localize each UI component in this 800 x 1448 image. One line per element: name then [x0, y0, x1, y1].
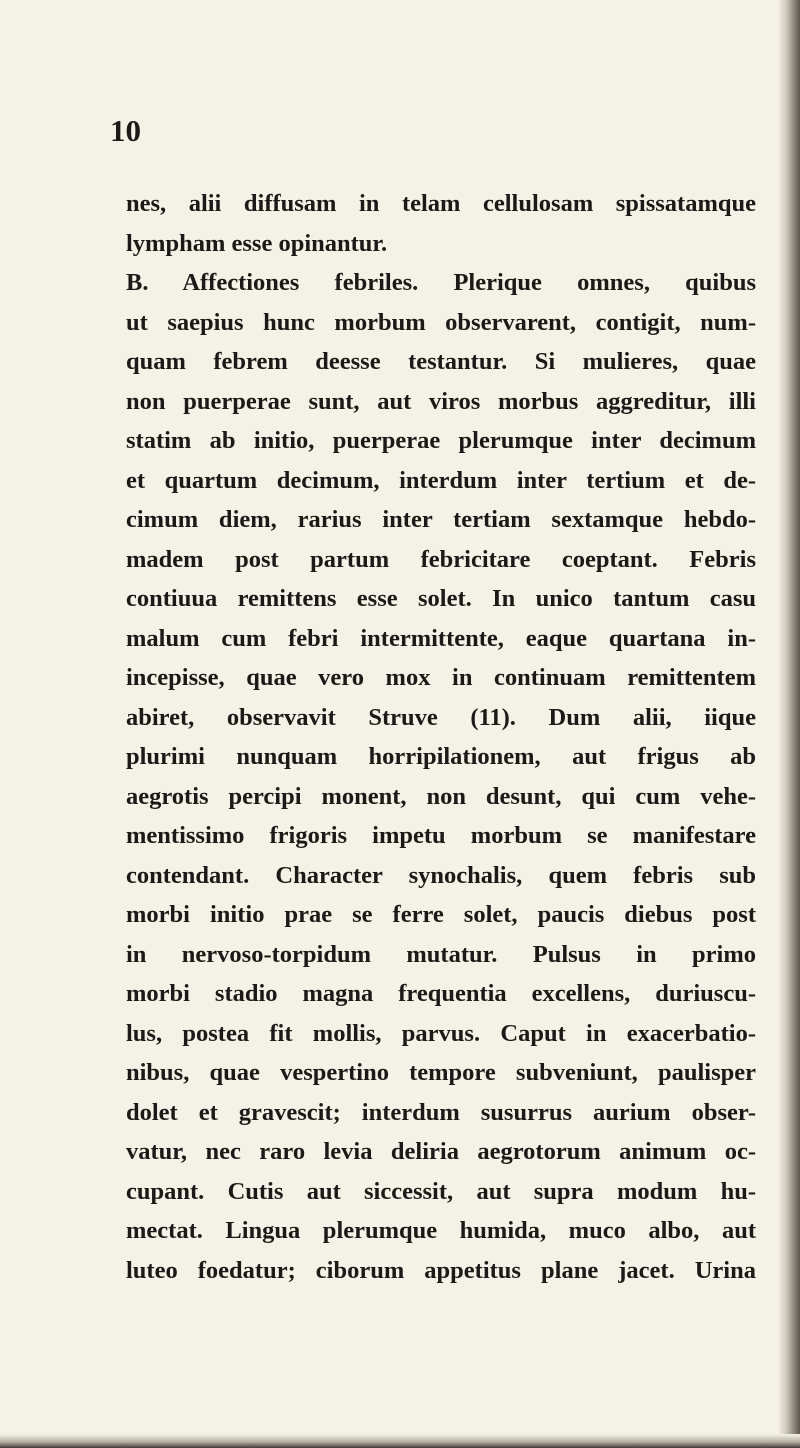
page-edge-shadow	[778, 0, 800, 1448]
text-line: vatur, nec raro levia deliria aegrotorum animum oc-	[126, 1138, 756, 1165]
text-line: luteo foedatur; ciborum appetitus plane jacet. Urina	[126, 1256, 756, 1284]
text-line: abiret, observavit Struve (11). Dum alii, iique	[126, 703, 756, 731]
text-line: dolet et gravescit; interdum susurrus aurium obser-	[126, 1098, 756, 1126]
body-text	[126, 184, 756, 1290]
text-line: quam febrem deesse testantur. Si mulieres, quae	[126, 348, 756, 375]
text-line: mentissimo frigoris impetu morbum se manifestare	[126, 822, 756, 849]
text-line: cimum diem, rarius inter tertiam sextamque hebdo-	[126, 506, 756, 533]
text-line: morbi initio prae se ferre solet, paucis diebus post	[126, 901, 756, 928]
text-line: contendant. Character synochalis, quem febris sub	[126, 861, 756, 889]
text-line: incepisse, quae vero mox in continuam remittentem	[126, 664, 756, 691]
text-line: ut saepius hunc morbum observarent, contigit, num-	[126, 308, 756, 336]
text-line: B. Affectiones febriles. Plerique omnes, quibus	[126, 269, 756, 296]
text-line: in nervoso-torpidum mutatur. Pulsus in primo	[126, 940, 756, 968]
text-line: nes, alii diffusam in telam cellulosam spissatamque	[126, 190, 756, 217]
text-line: aegrotis percipi monent, non desunt, qui cum vehe-	[126, 782, 756, 810]
page-number: 10	[110, 113, 141, 148]
text-line: et quartum decimum, interdum inter tertium et de-	[126, 466, 756, 494]
text-line: morbi stadio magna frequentia excellens, duriuscu-	[126, 980, 756, 1007]
text-line: non puerperae sunt, aut viros morbus aggreditur, illi	[126, 387, 756, 415]
text-line: plurimi nunquam horripilationem, aut frigus ab	[126, 743, 756, 770]
text-line: mectat. Lingua plerumque humida, muco albo, aut	[126, 1217, 756, 1244]
text-line: cupant. Cutis aut siccessit, aut supra modum hu-	[126, 1177, 756, 1205]
text-line: nibus, quae vespertino tempore subveniunt, paulisper	[126, 1059, 756, 1086]
text-line: malum cum febri intermittente, eaque quartana in-	[126, 624, 756, 652]
text-line: lympham esse opinantur.	[126, 229, 388, 257]
text-line: statim ab initio, puerperae plerumque inter decimum	[126, 427, 756, 454]
text-line: contiuua remittens esse solet. In unico tantum casu	[126, 585, 756, 612]
text-line: lus, postea fit mollis, parvus. Caput in exacerbatio-	[126, 1019, 756, 1047]
text-line: madem post partum febricitare coeptant. Febris	[126, 545, 756, 573]
page-bottom-shadow	[0, 1434, 800, 1448]
